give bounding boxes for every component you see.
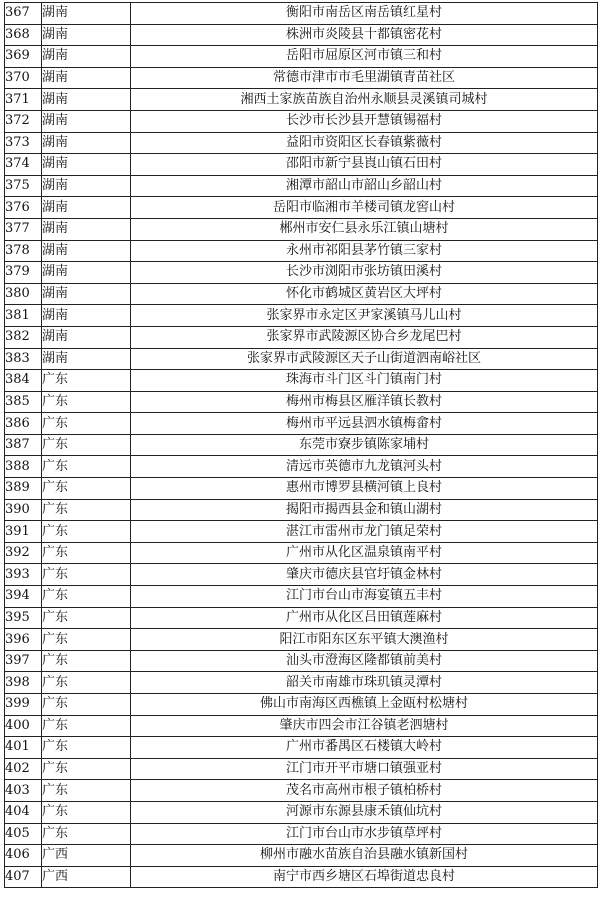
table-row — [5, 650, 598, 672]
table-row — [5, 110, 598, 132]
village-name-cell: 广州市番禺区石楼镇大岭村 — [131, 737, 598, 759]
row-number-cell: 381 — [5, 305, 42, 327]
province-cell: 广东 — [42, 434, 131, 456]
table-row — [5, 607, 598, 629]
row-number-cell: 370 — [5, 67, 42, 89]
province-cell: 广东 — [42, 607, 131, 629]
table-row — [5, 283, 598, 305]
row-number-cell: 395 — [5, 607, 42, 629]
village-name-cell: 阳江市阳东区东平镇大澳渔村 — [131, 629, 598, 651]
province-cell: 广东 — [42, 478, 131, 500]
village-name-cell: 揭阳市揭西县金和镇山湖村 — [131, 499, 598, 521]
province-cell: 广东 — [42, 694, 131, 716]
village-name-cell: 清远市英德市九龙镇河头村 — [131, 456, 598, 478]
table-row — [5, 3, 598, 25]
province-cell: 广东 — [42, 629, 131, 651]
table-row — [5, 737, 598, 759]
table-row — [5, 478, 598, 500]
province-cell: 广东 — [42, 801, 131, 823]
province-cell: 湖南 — [42, 3, 131, 25]
table-row — [5, 586, 598, 608]
table-body — [5, 3, 598, 888]
table-row — [5, 542, 598, 564]
village-name-cell: 江门市台山市海宴镇五丰村 — [131, 586, 598, 608]
province-cell: 广东 — [42, 413, 131, 435]
province-cell: 湖南 — [42, 240, 131, 262]
row-number-cell: 374 — [5, 154, 42, 176]
village-name-cell: 湘潭市韶山市韶山乡韶山村 — [131, 175, 598, 197]
table-row — [5, 845, 598, 867]
province-cell: 广东 — [42, 499, 131, 521]
table-row — [5, 305, 598, 327]
province-cell: 湖南 — [42, 132, 131, 154]
row-number-cell: 386 — [5, 413, 42, 435]
row-number-cell: 400 — [5, 715, 42, 737]
village-name-cell: 肇庆市四会市江谷镇老泗塘村 — [131, 715, 598, 737]
province-cell: 广东 — [42, 780, 131, 802]
row-number-cell: 401 — [5, 737, 42, 759]
row-number-cell: 384 — [5, 370, 42, 392]
row-number-cell: 380 — [5, 283, 42, 305]
table-row — [5, 391, 598, 413]
row-number-cell: 388 — [5, 456, 42, 478]
village-name-cell: 张家界市永定区尹家溪镇马儿山村 — [131, 305, 598, 327]
village-name-cell: 江门市台山市水步镇草坪村 — [131, 823, 598, 845]
province-cell: 广东 — [42, 521, 131, 543]
row-number-cell: 394 — [5, 586, 42, 608]
row-number-cell: 368 — [5, 24, 42, 46]
table-row — [5, 413, 598, 435]
village-name-cell: 江门市开平市塘口镇强亚村 — [131, 758, 598, 780]
province-cell: 湖南 — [42, 24, 131, 46]
table-row — [5, 370, 598, 392]
village-name-cell: 益阳市资阳区长春镇紫薇村 — [131, 132, 598, 154]
province-cell: 湖南 — [42, 305, 131, 327]
row-number-cell: 385 — [5, 391, 42, 413]
table-row — [5, 521, 598, 543]
table-row — [5, 197, 598, 219]
row-number-cell: 375 — [5, 175, 42, 197]
village-name-cell: 珠海市斗门区斗门镇南门村 — [131, 370, 598, 392]
table-row — [5, 564, 598, 586]
village-name-cell: 河源市东源县康禾镇仙坑村 — [131, 801, 598, 823]
village-name-cell: 长沙市长沙县开慧镇锡福村 — [131, 110, 598, 132]
row-number-cell: 383 — [5, 348, 42, 370]
row-number-cell: 369 — [5, 46, 42, 68]
table-row — [5, 629, 598, 651]
table-row — [5, 801, 598, 823]
row-number-cell: 403 — [5, 780, 42, 802]
province-cell: 广东 — [42, 823, 131, 845]
province-cell: 湖南 — [42, 175, 131, 197]
village-name-cell: 怀化市鹤城区黄岩区大坪村 — [131, 283, 598, 305]
village-name-cell: 惠州市博罗县横河镇上良村 — [131, 478, 598, 500]
row-number-cell: 404 — [5, 801, 42, 823]
village-name-cell: 岳阳市临湘市羊楼司镇龙窖山村 — [131, 197, 598, 219]
row-number-cell: 377 — [5, 218, 42, 240]
village-name-cell: 韶关市南雄市珠玑镇灵潭村 — [131, 672, 598, 694]
village-name-cell: 岳阳市屈原区河市镇三和村 — [131, 46, 598, 68]
province-cell: 湖南 — [42, 283, 131, 305]
province-cell: 广东 — [42, 672, 131, 694]
village-name-cell: 南宁市西乡塘区石埠街道忠良村 — [131, 866, 598, 888]
table-row — [5, 154, 598, 176]
row-number-cell: 398 — [5, 672, 42, 694]
village-name-cell: 汕头市澄海区隆都镇前美村 — [131, 650, 598, 672]
table-row — [5, 326, 598, 348]
village-name-cell: 肇庆市德庆县官圩镇金林村 — [131, 564, 598, 586]
province-cell: 广东 — [42, 391, 131, 413]
table-row — [5, 715, 598, 737]
row-number-cell: 392 — [5, 542, 42, 564]
village-list-table — [4, 2, 598, 888]
row-number-cell: 372 — [5, 110, 42, 132]
table-row — [5, 866, 598, 888]
row-number-cell: 406 — [5, 845, 42, 867]
row-number-cell: 389 — [5, 478, 42, 500]
row-number-cell: 402 — [5, 758, 42, 780]
province-cell: 湖南 — [42, 218, 131, 240]
table-row — [5, 758, 598, 780]
row-number-cell: 371 — [5, 89, 42, 111]
table-row — [5, 694, 598, 716]
village-name-cell: 广州市从化区温泉镇南平村 — [131, 542, 598, 564]
village-name-cell: 郴州市安仁县永乐江镇山塘村 — [131, 218, 598, 240]
village-name-cell: 永州市祁阳县茅竹镇三家村 — [131, 240, 598, 262]
village-name-cell: 佛山市南海区西樵镇上金瓯村松塘村 — [131, 694, 598, 716]
row-number-cell: 397 — [5, 650, 42, 672]
village-name-cell: 常德市津市市毛里湖镇青苗社区 — [131, 67, 598, 89]
province-cell: 广东 — [42, 586, 131, 608]
table-row — [5, 46, 598, 68]
village-name-cell: 茂名市高州市根子镇柏桥村 — [131, 780, 598, 802]
row-number-cell: 399 — [5, 694, 42, 716]
province-cell: 湖南 — [42, 326, 131, 348]
village-name-cell: 邵阳市新宁县崀山镇石田村 — [131, 154, 598, 176]
province-cell: 广东 — [42, 456, 131, 478]
province-cell: 广东 — [42, 715, 131, 737]
row-number-cell: 393 — [5, 564, 42, 586]
province-cell: 广西 — [42, 845, 131, 867]
province-cell: 广东 — [42, 758, 131, 780]
table-row — [5, 672, 598, 694]
table-row — [5, 89, 598, 111]
province-cell: 湖南 — [42, 262, 131, 284]
village-name-cell: 张家界市武陵源区天子山街道泗南峪社区 — [131, 348, 598, 370]
village-name-cell: 广州市从化区吕田镇莲麻村 — [131, 607, 598, 629]
village-name-cell: 湛江市雷州市龙门镇足荣村 — [131, 521, 598, 543]
table-row — [5, 24, 598, 46]
village-name-cell: 湘西土家族苗族自治州永顺县灵溪镇司城村 — [131, 89, 598, 111]
village-name-cell: 梅州市平远县泗水镇梅畲村 — [131, 413, 598, 435]
table-row — [5, 348, 598, 370]
row-number-cell: 390 — [5, 499, 42, 521]
province-cell: 湖南 — [42, 67, 131, 89]
row-number-cell: 378 — [5, 240, 42, 262]
table-row — [5, 262, 598, 284]
table-row — [5, 823, 598, 845]
village-name-cell: 张家界市武陵源区协合乡龙尾巴村 — [131, 326, 598, 348]
village-name-cell: 长沙市浏阳市张坊镇田溪村 — [131, 262, 598, 284]
table-row — [5, 218, 598, 240]
row-number-cell: 373 — [5, 132, 42, 154]
row-number-cell: 382 — [5, 326, 42, 348]
table-row — [5, 175, 598, 197]
province-cell: 湖南 — [42, 154, 131, 176]
province-cell: 湖南 — [42, 46, 131, 68]
row-number-cell: 396 — [5, 629, 42, 651]
province-cell: 湖南 — [42, 89, 131, 111]
village-name-cell: 梅州市梅县区雁洋镇长教村 — [131, 391, 598, 413]
row-number-cell: 376 — [5, 197, 42, 219]
table-row — [5, 780, 598, 802]
province-cell: 广东 — [42, 370, 131, 392]
row-number-cell: 367 — [5, 3, 42, 25]
province-cell: 广东 — [42, 564, 131, 586]
table-row — [5, 240, 598, 262]
table-row — [5, 456, 598, 478]
row-number-cell: 407 — [5, 866, 42, 888]
village-name-cell: 东莞市寮步镇陈家埔村 — [131, 434, 598, 456]
table-row — [5, 67, 598, 89]
village-name-cell: 柳州市融水苗族自治县融水镇新国村 — [131, 845, 598, 867]
table-row — [5, 499, 598, 521]
province-cell: 广东 — [42, 542, 131, 564]
province-cell: 广东 — [42, 650, 131, 672]
row-number-cell: 405 — [5, 823, 42, 845]
province-cell: 湖南 — [42, 197, 131, 219]
row-number-cell: 391 — [5, 521, 42, 543]
province-cell: 广东 — [42, 737, 131, 759]
row-number-cell: 379 — [5, 262, 42, 284]
row-number-cell: 387 — [5, 434, 42, 456]
province-cell: 湖南 — [42, 110, 131, 132]
village-name-cell: 衡阳市南岳区南岳镇红星村 — [131, 3, 598, 25]
table-row — [5, 434, 598, 456]
province-cell: 广西 — [42, 866, 131, 888]
table-row — [5, 132, 598, 154]
village-name-cell: 株洲市炎陵县十都镇密花村 — [131, 24, 598, 46]
province-cell: 湖南 — [42, 348, 131, 370]
